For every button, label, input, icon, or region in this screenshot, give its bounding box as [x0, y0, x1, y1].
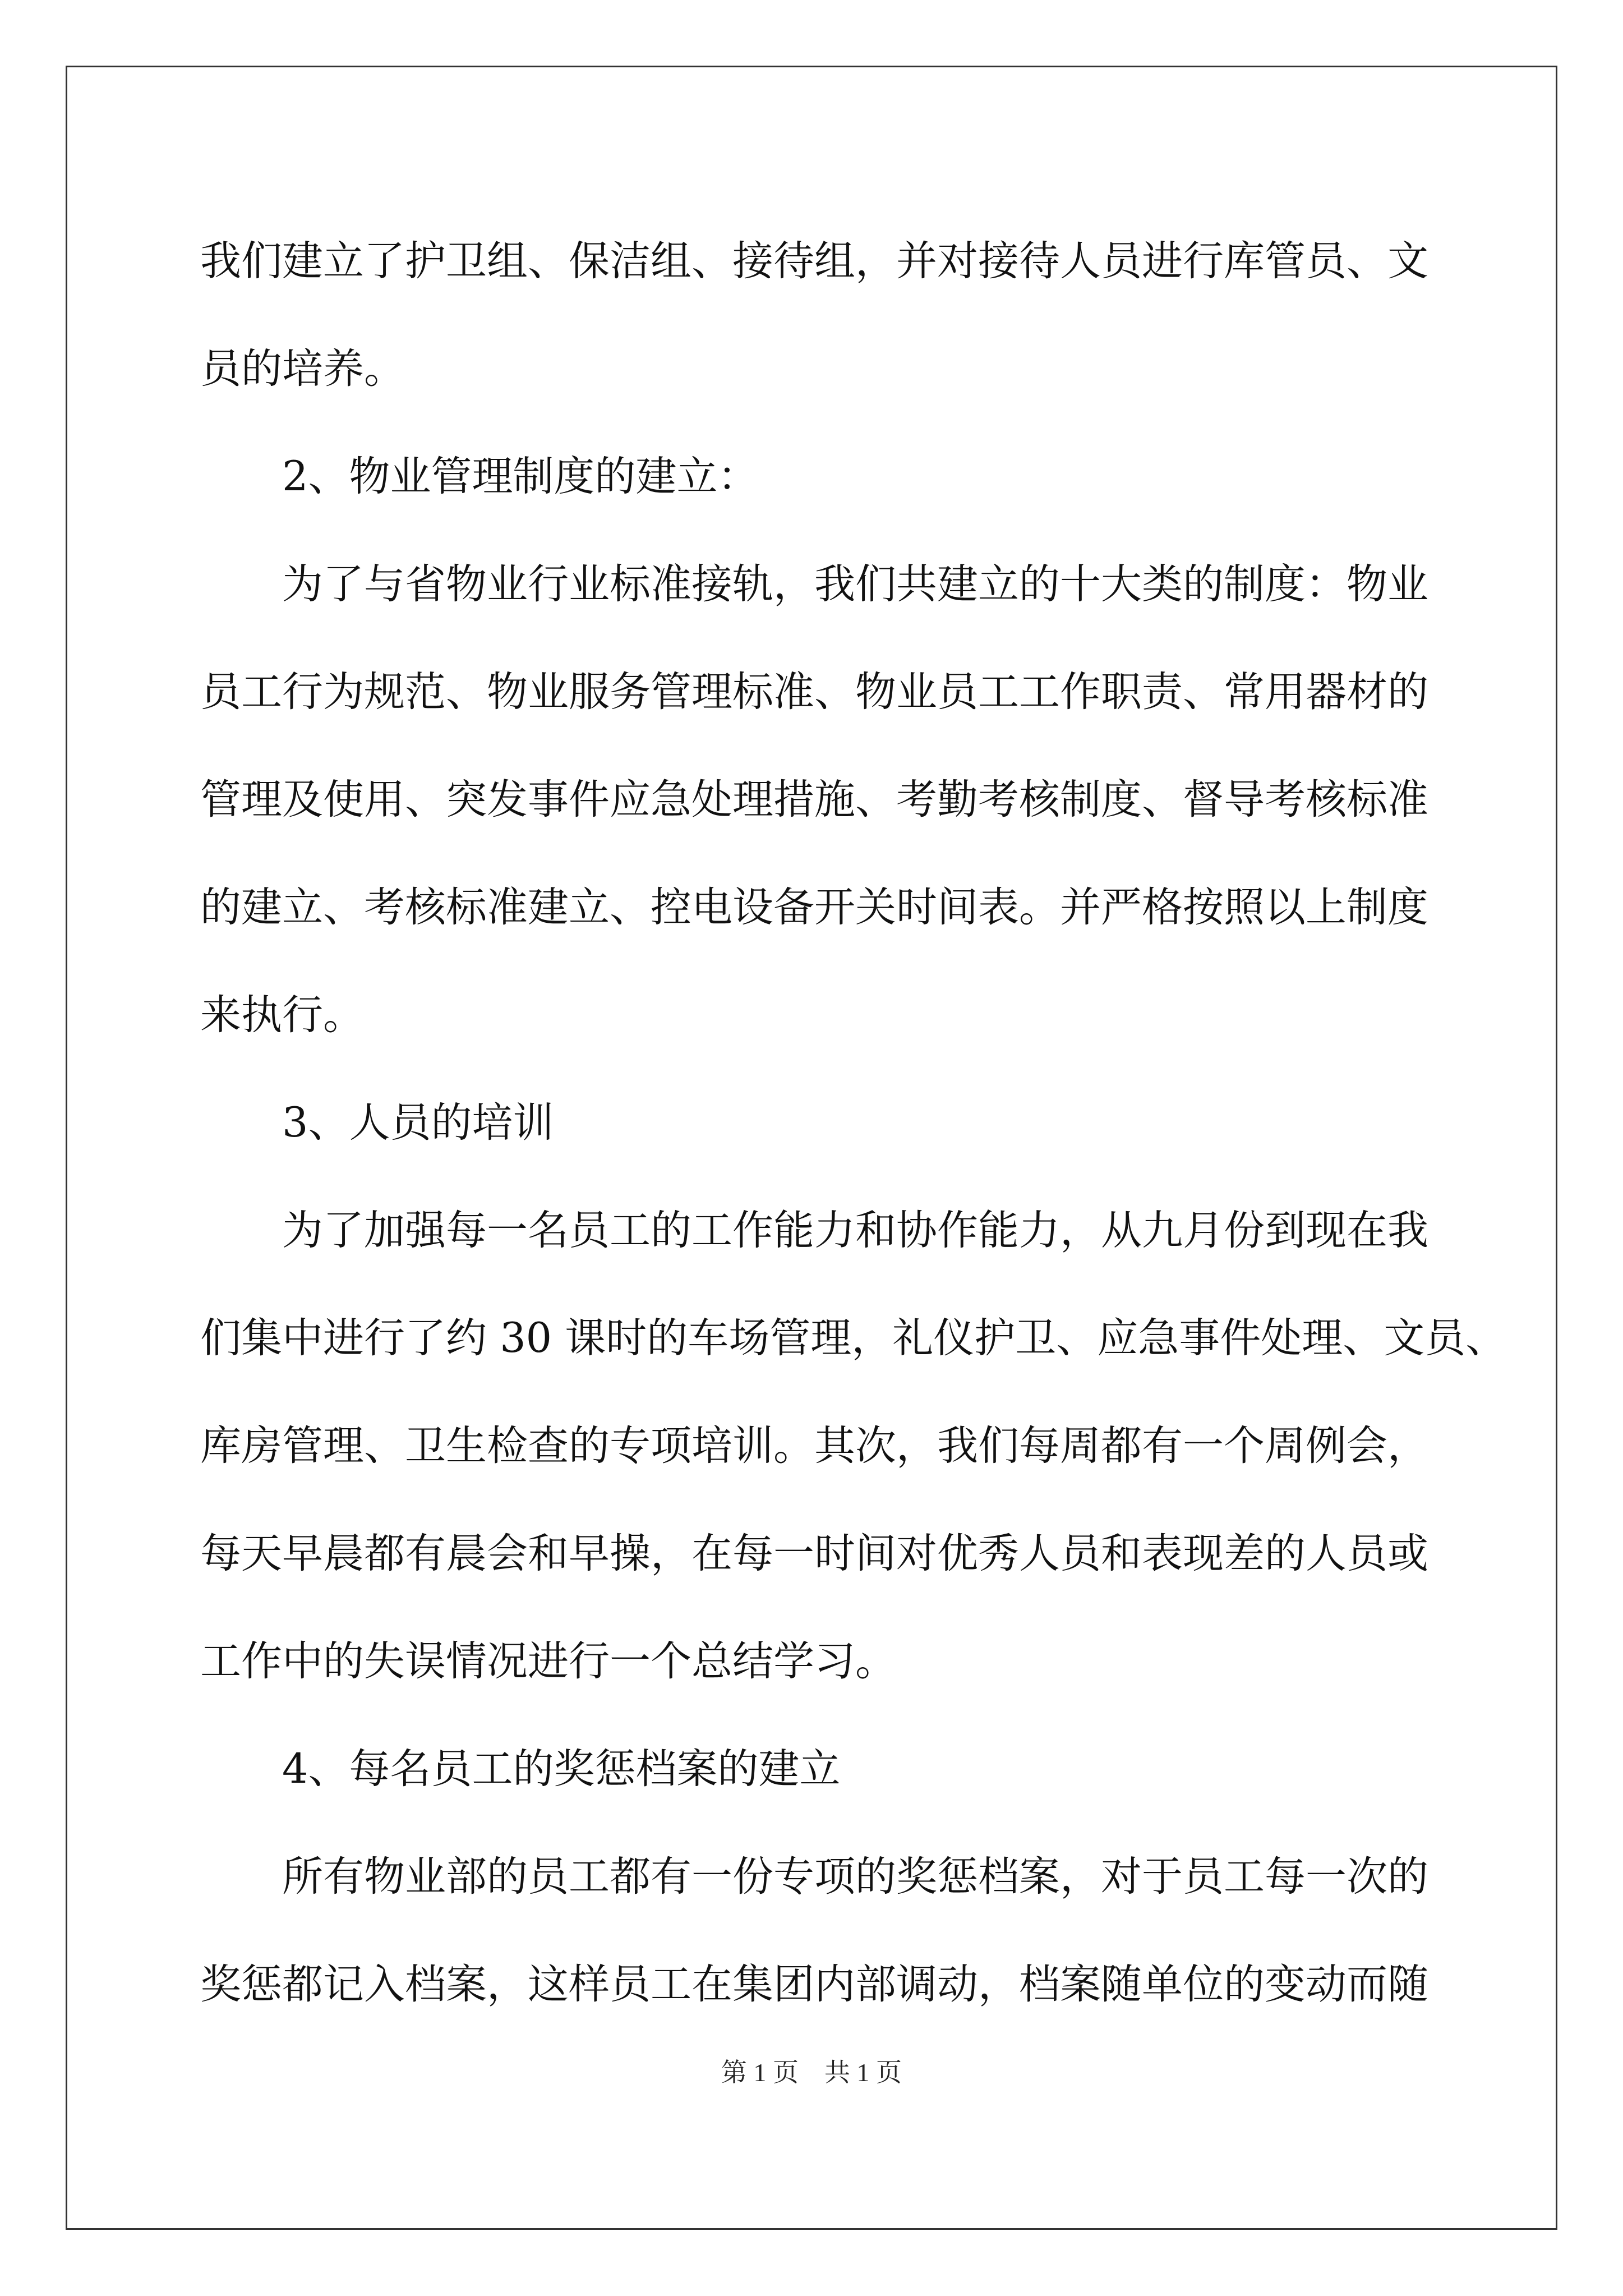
section-heading: 3、人员的培训 [282, 1099, 554, 1147]
text-line: 所有物业部的员工都有一份专项的奖惩档案，对于员工每一次的 [282, 1853, 1428, 1901]
text-line: 管理及使用、突发事件应急处理措施、考勤考核制度、督导考核标准 [200, 776, 1428, 823]
text-line: 们集中进行了约 30 课时的车场管理，礼仪护卫、应急事件处理、文员、 [200, 1314, 1507, 1362]
text-line: 奖惩都记入档案，这样员工在集团内部调动，档案随单位的变动而随 [200, 1961, 1428, 2008]
section-heading: 2、物业管理制度的建立： [282, 453, 759, 500]
text-line: 员工行为规范、物业服务管理标准、物业员工工作职责、常用器材的 [200, 668, 1428, 716]
text-line: 为了加强每一名员工的工作能力和协作能力，从九月份到现在我 [282, 1207, 1428, 1254]
text-line: 为了与省物业行业标准接轨，我们共建立的十大类的制度：物业 [282, 560, 1428, 608]
page-footer: 第 1 页 共 1 页 [721, 2058, 902, 2087]
text-line: 的建立、考核标准建立、控电设备开关时间表。并严格按照以上制度 [200, 884, 1428, 931]
text-line: 员的培养。 [200, 345, 405, 393]
text-line: 每天早晨都有晨会和早操，在每一时间对优秀人员和表现差的人员或 [200, 1530, 1428, 1577]
section-heading: 4、每名员工的奖惩档案的建立 [282, 1745, 841, 1793]
text-line: 来执行。 [200, 991, 364, 1039]
text-line: 我们建立了护卫组、保洁组、接待组，并对接待人员进行库管员、文 [200, 237, 1428, 285]
text-line: 库房管理、卫生检查的专项培训。其次，我们每周都有一个周例会， [200, 1422, 1428, 1470]
text-line: 工作中的失误情况进行一个总结学习。 [200, 1637, 896, 1685]
document-body [200, 208, 1507, 2039]
